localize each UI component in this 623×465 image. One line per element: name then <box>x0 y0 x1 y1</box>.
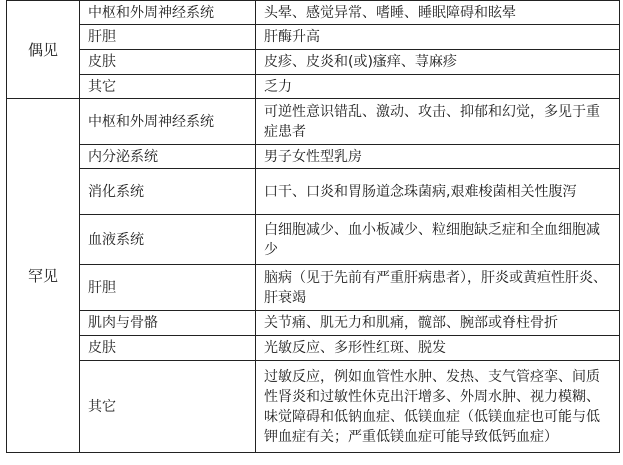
table-row <box>7 361 620 453</box>
system-cell: 皮肤 <box>80 50 256 75</box>
effects-cell: 肝酶升高 <box>256 25 620 50</box>
system-cell: 消化系统 <box>80 169 256 215</box>
table-row <box>7 336 620 361</box>
system-cell: 中枢和外周神经系统 <box>80 99 256 145</box>
effects-cell: 脑病（见于先前有严重肝病患者），肝炎或黄疸性肝炎、肝衰竭 <box>256 265 620 311</box>
system-cell: 血液系统 <box>80 215 256 265</box>
table-row <box>7 169 620 215</box>
effects-cell: 口干、口炎和胃肠道念珠菌病,艰难梭菌相关性腹泻 <box>256 169 620 215</box>
system-cell: 其它 <box>80 361 256 453</box>
table-row <box>7 75 620 99</box>
system-cell: 肌肉与骨骼 <box>80 311 256 336</box>
system-cell: 皮肤 <box>80 336 256 361</box>
frequency-cell-occasional: 偶见 <box>7 1 80 99</box>
effects-cell: 过敏反应，例如血管性水肿、发热、支气管痉挛、间质性肾炎和过敏性休克出汗增多、外周水肿、视力模糊、味觉障碍和低钠血症、低镁血症（低镁血症也可能与低钾血症有关；严重低镁血症可能导致低钙血症） <box>256 361 620 453</box>
frequency-cell-rare: 罕见 <box>7 99 80 453</box>
effects-cell: 光敏反应、多形性红斑、脱发 <box>256 336 620 361</box>
effects-cell: 皮疹、皮炎和(或)瘙痒、荨麻疹 <box>256 50 620 75</box>
table-row <box>7 25 620 50</box>
effects-cell: 可逆性意识错乱、激动、攻击、抑郁和幻觉，多见于重症患者 <box>256 99 620 145</box>
system-cell: 其它 <box>80 75 256 99</box>
table-row <box>7 311 620 336</box>
table-row <box>7 1 620 25</box>
effects-cell: 头晕、感觉异常、嗜睡、睡眠障碍和眩晕 <box>256 1 620 25</box>
effects-cell: 关节痛、肌无力和肌痛，髋部、腕部或脊柱骨折 <box>256 311 620 336</box>
table-row <box>7 265 620 311</box>
system-cell: 肝胆 <box>80 25 256 50</box>
table-row <box>7 50 620 75</box>
effects-cell: 白细胞减少、血小板减少、粒细胞缺乏症和全血细胞减少 <box>256 215 620 265</box>
system-cell: 中枢和外周神经系统 <box>80 1 256 25</box>
table-row <box>7 145 620 169</box>
effects-cell: 乏力 <box>256 75 620 99</box>
system-cell: 肝胆 <box>80 265 256 311</box>
adverse-reactions-table <box>6 0 620 453</box>
effects-cell: 男子女性型乳房 <box>256 145 620 169</box>
table-row <box>7 215 620 265</box>
system-cell: 内分泌系统 <box>80 145 256 169</box>
table-row <box>7 99 620 145</box>
